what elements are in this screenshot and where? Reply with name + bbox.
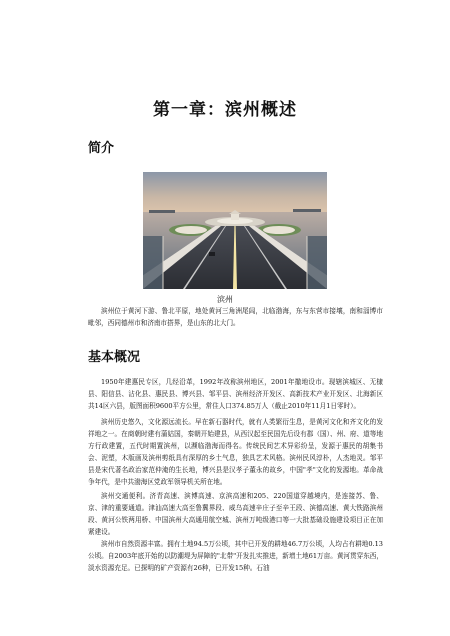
chapter-title: 第一章：滨州概述 bbox=[153, 100, 297, 120]
bridge-photo bbox=[143, 172, 327, 289]
overview-paragraph: 滨州市自然资源丰富。拥有土地94.5万公顷，其中已开发的耕地46.7万公顷，人均占有耕地0.13公顷。自2003年底开始的以防潮堤为屏障的"北带"开发扎实推进，新增土地61万亩。黄河贯穿东西，淡水资源充足。已探明的矿产资源有26种，已开发15种。石油 bbox=[88, 540, 383, 572]
overview-paragraph: 1950年建惠民专区，几经沿革，1992年改称滨州地区，2001年撤地设市。现辖滨城区、无棣县、阳信县、沾化县、惠民县、博兴县、邹平县、滨州经济开发区、高新技术产业开发区、北海新区共14区六县，版图面积9600平方公里，常住人口374.85万人（截止2010年11月1日零时）。 bbox=[88, 378, 383, 410]
overview-paragraph: 滨州历史悠久，文化源远流长。早在新石器时代，就有人类繁衍生息，是黄河文化和齐文化的发祥地之一。在商朝时建有蒲姑国，秦朝开始建县，从西汉起至民国先后设有郡（国）、州、府、道等地方行政建置，五代时期置滨州，以濒临渤海而得名。传统民间艺术异彩纷呈，发源于惠民的胡集书会、泥塑，木版画及滨州剪纸具有深厚的乡土气息，独具艺术风格。滨州民风淳朴，人杰地灵。邹平县是宋代著名政治家范仲淹的生长地，博兴县是汉孝子董永的故乡，中国"孝"文化的发源地。革命战争年代，是中共渤海区党政军领导机关所在地。 bbox=[88, 418, 383, 486]
overview-paragraph: 滨州交通便利。济青高速、滨博高速、京滨高速和205、220国道穿越境内，是连接苏、鲁、京、津的重要通道。津汕高速大高至鲁冀界段、威乌高速辛庄子至辛王段、滨德高速、黄大铁路滨州段、黄河公铁两用桥、中国滨州大高通用航空城、滨州万吨级港口等一大批基础设施建设项目正在加紧建设。 bbox=[88, 492, 383, 536]
image-caption: 滨州 bbox=[217, 295, 233, 304]
intro-heading: 简介 bbox=[88, 141, 115, 156]
intro-paragraph: 滨州位于黄河下游、鲁北平原，地处黄河三角洲尾闾，北临渤海，东与东营市接壤，南和淄博市毗邻，西同德州市和济南市搭界，是山东的北大门。 bbox=[88, 307, 383, 327]
overview-heading: 基本概况 bbox=[88, 350, 141, 365]
